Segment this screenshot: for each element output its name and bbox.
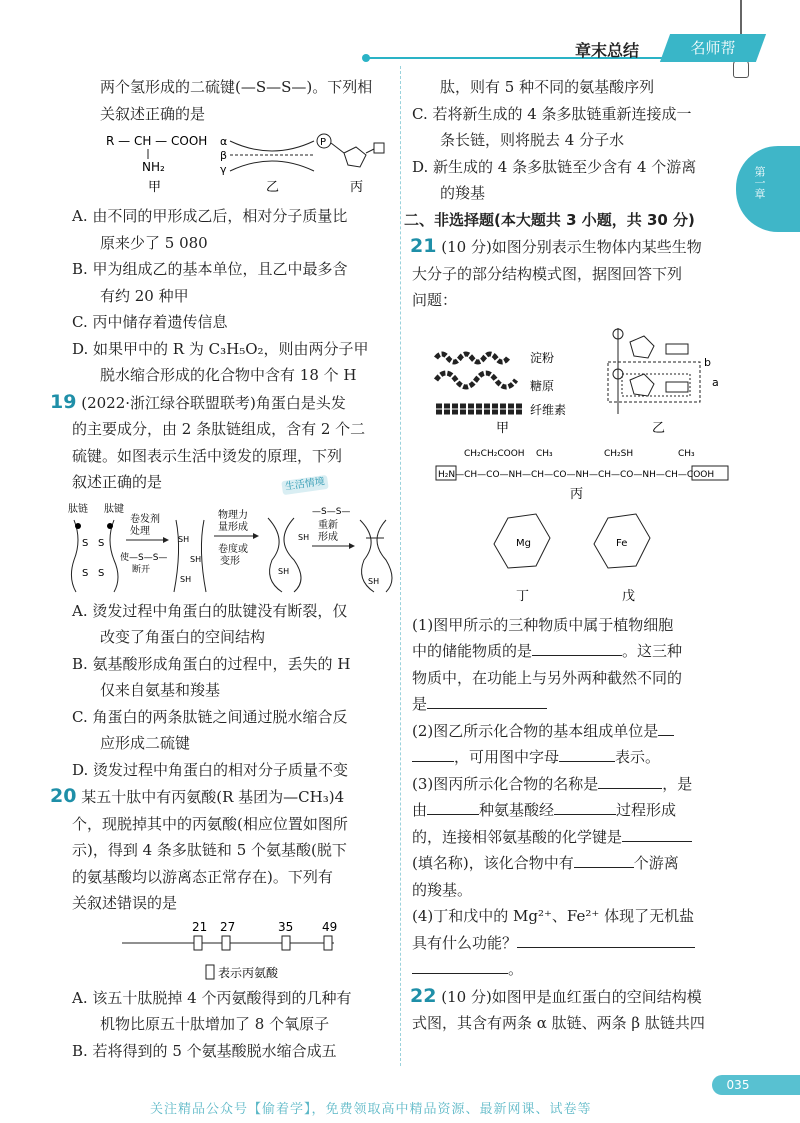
text-line: (4)丁和戊中的 Mg²⁺、Fe²⁺ 体现了无机盐 <box>412 907 695 925</box>
text-span: ，可用图中字母 <box>454 748 560 766</box>
perm-diagram <box>68 500 398 594</box>
svg-text:Mg: Mg <box>516 537 531 549</box>
answer-blank[interactable] <box>532 641 622 656</box>
q18-diagram <box>72 131 390 199</box>
question-20 <box>50 783 390 811</box>
side-tab-label: 第一章 <box>753 166 766 199</box>
text-line: 式图，其含有两条 α 肽链、两条 β 肽链共四 <box>412 1014 705 1032</box>
text-line: 有约 20 种甲 <box>100 286 189 305</box>
text-line: 叙述正确的是 <box>72 473 163 491</box>
svg-text:49: 49 <box>322 920 338 934</box>
text-line <box>412 930 732 957</box>
label-yi: 乙 <box>266 180 280 195</box>
text-line: (10 分)如图分别表示生物体内某些生物 <box>441 238 702 256</box>
svg-text:SH: SH <box>178 534 190 544</box>
text-line <box>412 691 732 718</box>
svg-text:断开: 断开 <box>132 564 151 575</box>
question-21 <box>410 233 732 261</box>
text-line <box>412 638 732 665</box>
svg-text:肽键: 肽键 <box>104 503 124 515</box>
text-line: 应形成二硫键 <box>100 734 191 752</box>
svg-text:35: 35 <box>278 920 294 934</box>
option-d: D. 新生成的 4 条多肽链至少含有 4 个游离 <box>412 157 697 176</box>
svg-text:γ: γ <box>220 163 227 176</box>
option-d: D. 烫发过程中角蛋白的相对分子质量不变 <box>72 760 349 779</box>
svg-text:Fe: Fe <box>616 537 628 549</box>
text-line: 的羧基。 <box>412 880 473 899</box>
text-line <box>412 744 732 771</box>
svg-text:纤维素: 纤维素 <box>530 402 567 417</box>
option-a: A. 由不同的甲形成乙后，相对分子质量比 <box>72 207 348 225</box>
text-span: 由 <box>412 801 428 819</box>
answer-blank[interactable] <box>658 721 674 736</box>
text-span: 过程形成 <box>616 801 677 819</box>
svg-text:丁: 丁 <box>516 588 530 604</box>
chapter-title: 章末总结 <box>575 41 640 60</box>
svg-text:α: α <box>220 135 228 148</box>
svg-text:乙: 乙 <box>652 420 666 436</box>
svg-text:卷度或: 卷度或 <box>218 543 248 555</box>
answer-blank[interactable] <box>554 800 616 815</box>
text-line: 物质中，在功能上与另外两种截然不同的 <box>412 668 683 687</box>
text-span: 具有什么功能？ <box>412 933 518 952</box>
text-line: 关叙述正确的是 <box>100 104 206 123</box>
text-line: (2022·浙江绿谷联盟联考)角蛋白是头发 <box>81 393 346 412</box>
text-span: 个游离 <box>633 854 679 872</box>
text-line: 硫键。如图表示生活中烫发的原理，下列 <box>72 446 343 465</box>
svg-text:CH₃: CH₃ <box>678 448 695 459</box>
svg-text:CH₂CH₂COOH: CH₂CH₂COOH <box>464 448 525 459</box>
text-line: 的主要成分，由 2 条肽链组成，含有 2 个二 <box>72 420 366 438</box>
svg-text:S: S <box>82 537 89 549</box>
svg-text:戊: 戊 <box>622 588 636 604</box>
figure-q18 <box>72 131 390 199</box>
svg-text:卷发剂: 卷发剂 <box>130 513 160 525</box>
text-line: 条长链，则将脱去 4 分子水 <box>440 131 625 149</box>
text-line: 的羧基 <box>440 184 486 202</box>
text-line: 关叙述错误的是 <box>72 894 178 912</box>
svg-text:S: S <box>98 567 105 579</box>
svg-text:b: b <box>704 355 711 369</box>
text-line: 问题： <box>412 291 458 309</box>
svg-text:变形: 变形 <box>220 555 240 567</box>
option-b: B. 若将得到的 5 个氨基酸脱水缩合成五 <box>72 1041 337 1060</box>
svg-text:SH: SH <box>180 574 192 584</box>
question-number: 22 <box>410 984 437 1007</box>
text-line: 个，现脱掉其中的丙氨酸(相应位置如图所 <box>72 814 348 833</box>
figure-q20 <box>72 921 390 981</box>
brand-label: 名师帮 <box>690 39 736 57</box>
svg-text:量形成: 量形成 <box>218 521 248 533</box>
porphyrin-rings <box>494 514 650 604</box>
question-number: 19 <box>50 390 77 413</box>
svg-text:肽链: 肽链 <box>68 503 88 515</box>
option-c: C. 丙中储存着遗传信息 <box>72 313 228 331</box>
text-line: 示)，得到 4 条多肽链和 5 个氨基酸(脱下 <box>72 841 347 859</box>
text-span: 表示。 <box>615 748 661 766</box>
text-line: 原来少了 5 080 <box>100 233 208 252</box>
svg-text:—S—S—: —S—S— <box>312 506 351 517</box>
svg-text:SH: SH <box>278 566 290 576</box>
column-divider <box>400 66 402 1066</box>
svg-text:使—S—S—: 使—S—S— <box>120 552 168 563</box>
text-line: 肽，则有 5 种不同的氨基酸序列 <box>440 78 655 96</box>
option-b: B. 甲为组成乙的基本单位，且乙中最多含 <box>72 260 348 278</box>
option-a: A. 烫发过程中角蛋白的肽键没有断裂，仅 <box>72 601 348 620</box>
answer-blank[interactable] <box>598 774 662 789</box>
text-line: (10 分)如图甲是血红蛋白的空间结构模 <box>441 987 702 1006</box>
answer-blank[interactable] <box>559 747 615 762</box>
page-number: 035 <box>712 1075 764 1095</box>
label-jia: 甲 <box>148 180 162 195</box>
text-span: (2)图乙所示化合物的基本组成单位是 <box>412 721 659 740</box>
option-c: C. 角蛋白的两条肽链之间通过脱水缩合反 <box>72 707 348 726</box>
answer-blank[interactable] <box>574 853 634 868</box>
svg-text:甲: 甲 <box>496 420 510 436</box>
alanine-position-diagram <box>72 921 390 981</box>
svg-text:CH₂SH: CH₂SH <box>604 448 634 459</box>
text-span: (3)图丙所示化合物的名称是 <box>412 774 599 793</box>
question-19 <box>50 389 390 417</box>
svg-text:R — CH — COOH: R — CH — COOH <box>106 134 208 148</box>
text-line <box>412 956 732 983</box>
text-line: 仅来自氨基和羧基 <box>100 681 221 699</box>
question-number: 21 <box>410 235 437 257</box>
svg-text:淀粉: 淀粉 <box>530 350 555 365</box>
question-number: 20 <box>50 785 77 807</box>
brand-banner <box>660 34 766 62</box>
svg-text:S: S <box>82 567 89 579</box>
text-line <box>412 771 732 798</box>
svg-text:SH: SH <box>298 532 310 542</box>
option-a: A. 该五十肽脱掉 4 个丙氨酸得到的几种有 <box>72 988 352 1007</box>
text-span: 种氨基酸经 <box>479 801 555 819</box>
text-line: 改变了角蛋白的空间结构 <box>100 628 266 646</box>
text-line: 脱水缩合形成的化合物中含有 18 个 H <box>100 366 357 384</box>
right-column <box>404 74 732 1037</box>
svg-text:SH: SH <box>190 554 202 564</box>
answer-blank[interactable] <box>622 827 692 842</box>
option-b: B. 氨基酸形成角蛋白的过程中，丢失的 H <box>72 654 351 673</box>
chapter-side-tab <box>736 146 800 232</box>
svg-text:P: P <box>320 137 327 148</box>
svg-text:糖原: 糖原 <box>530 378 555 393</box>
text-span: ，是 <box>662 774 693 793</box>
svg-text:表示丙氨酸: 表示丙氨酸 <box>218 965 279 980</box>
text-line: 大分子的部分结构模式图，据图回答下列 <box>412 264 683 283</box>
answer-blank[interactable] <box>412 747 454 762</box>
peptide-formula <box>436 449 728 502</box>
text-span: 中的储能物质的是 <box>412 642 533 660</box>
svg-text:S: S <box>98 537 105 549</box>
answer-blank[interactable] <box>427 800 479 815</box>
footer-note: 关注精品公众号【偷着学】，免费领取高中精品资源、最新网课、试卷等 <box>150 1102 592 1117</box>
text-line: 的氨基酸均以游离态正常存在)。下列有 <box>72 867 333 886</box>
text-span: (填名称)，该化合物中有 <box>412 854 574 872</box>
svg-text:形成: 形成 <box>318 531 338 543</box>
left-column <box>50 74 390 1064</box>
svg-text:CH₃: CH₃ <box>536 448 553 459</box>
macromolecule-diagram <box>412 318 732 608</box>
text-line <box>72 469 390 496</box>
text-line <box>412 824 732 851</box>
text-line: 两个氢形成的二硫键(—S—S—)。下列相 <box>100 78 373 96</box>
figure-q19 <box>68 500 390 594</box>
figure-q21 <box>412 318 732 608</box>
answer-blank[interactable] <box>412 959 508 974</box>
answer-blank[interactable] <box>427 694 547 709</box>
section-heading: 二、非选择题(本大题共 3 小题，共 30 分) <box>404 210 695 229</box>
polysaccharide-chains <box>436 350 566 436</box>
svg-text:H₂N—CH—CO—NH—CH—CO—NH—CH—CO—NH: H₂N—CH—CO—NH—CH—CO—NH—CH—CO—NH—CH—COOH <box>438 469 715 480</box>
text-line <box>412 850 732 877</box>
svg-text:丙: 丙 <box>570 486 584 502</box>
svg-text:处理: 处理 <box>130 525 150 537</box>
text-line: (1)图甲所示的三种物质中属于植物细胞 <box>412 615 674 634</box>
question-22 <box>410 983 732 1011</box>
text-line <box>412 797 732 824</box>
answer-blank[interactable] <box>517 933 695 948</box>
page-number-bar <box>764 1075 800 1095</box>
svg-text:27: 27 <box>220 920 236 934</box>
svg-text:SH: SH <box>368 576 380 586</box>
label-bing: 丙 <box>350 180 364 195</box>
text-line <box>412 718 732 745</box>
text-line: 机物比原五十肽增加了 8 个氧原子 <box>100 1015 330 1033</box>
context-badge: 生活情境 <box>281 475 329 495</box>
text-span: 。 <box>508 960 524 978</box>
svg-text:21: 21 <box>192 920 208 934</box>
text-span: 的，连接相邻氨基酸的化学键是 <box>412 827 623 846</box>
svg-text:重新: 重新 <box>318 519 338 531</box>
text-span: 。这三种 <box>622 642 683 660</box>
nucleotide-chain <box>608 328 719 436</box>
svg-text:a: a <box>712 375 719 389</box>
svg-text:物理力: 物理力 <box>218 509 248 521</box>
svg-text:NH₂: NH₂ <box>142 160 165 174</box>
svg-text:β: β <box>220 149 228 162</box>
text-line: 某五十肽中有丙氨酸(R 基团为—CH₃)4 <box>81 788 345 806</box>
text-span: 是 <box>412 695 428 713</box>
option-c: C. 若将新生成的 4 条多肽链重新连接成一 <box>412 104 692 123</box>
option-d: D. 如果甲中的 R 为 C₃H₅O₂，则由两分子甲 <box>72 339 369 358</box>
